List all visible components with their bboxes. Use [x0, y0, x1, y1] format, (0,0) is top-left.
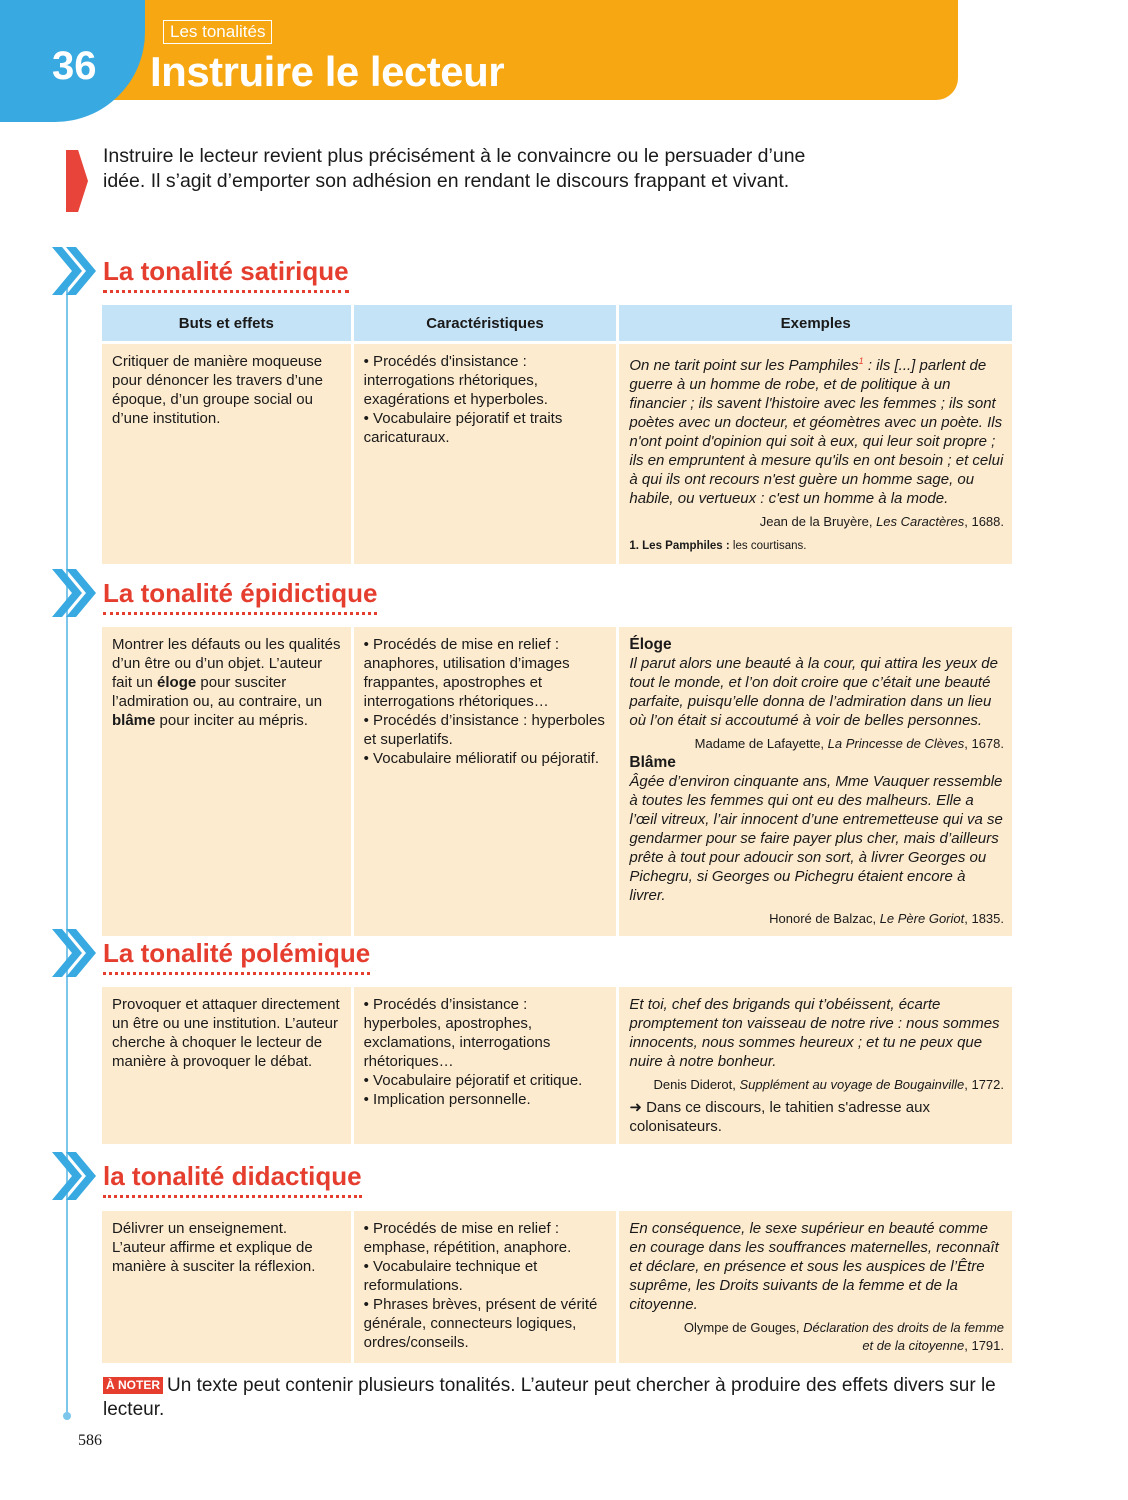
table-didactique	[99, 1211, 1015, 1363]
a-noter-text: Un texte peut contenir plusieurs tonalités. L’auteur peut chercher à produire des effets divers sur le lecteur.	[103, 1375, 996, 1420]
vertical-rule-end	[63, 1412, 71, 1420]
carac-item: • Phrases brèves, présent de vérité générale, connecteurs logiques, ordres/conseils.	[363, 1296, 598, 1351]
page-title: Instruire le lecteur	[150, 48, 505, 95]
table-polemique	[99, 987, 1015, 1144]
example-source: Olympe de Gouges, Déclaration des droits de la femme et de la citoyenne, 1791.	[683, 1320, 1004, 1353]
header-exemples: Exemples	[619, 305, 1012, 341]
example-quote: On ne tarit point sur les Pamphiles$^1$ : ils [...] parlent de guerre à un homme de robe, et de politique à un financier ; ils savent l'histoire avec les femmes ; ils sont poètes avec un docteur, et géomètres avec un poète. Ils n'ont point d'opinion qui soit à eux, qui leur soit propre ; ils en empruntent à mesure qu'ils en ont besoin ; et celui à qui ils ont recours n'est guère un homme sage, ou habile, ou vertueux : c'est un homme à la mode.	[629, 356, 1004, 507]
carac-item: • Procédés de mise en relief : anaphores, utilisation d’images frappantes, apostrophes et interrogations rhétoriques…	[363, 636, 570, 710]
a-noter-badge: À NOTER	[103, 1377, 163, 1394]
cell-caracteristiques	[354, 627, 617, 936]
section-kicker: Les tonalités	[163, 20, 272, 44]
header-caracteristiques: Caractéristiques	[354, 305, 617, 341]
cell-exemples	[619, 627, 1012, 936]
example-comment: ➜ Dans ce discours, le tahitien s'adresse aux colonisateurs.	[629, 1099, 930, 1135]
carac-item: • Vocabulaire mélioratif ou péjoratif.	[363, 750, 600, 767]
chevron-right-icon	[52, 569, 98, 617]
section-title-polemique: La tonalité polémique	[103, 938, 370, 975]
header-buts: Buts et effets	[102, 305, 351, 341]
example-source: Madame de Lafayette, La Princesse de Clèves, 1678.	[694, 736, 1004, 751]
table-satirique	[99, 305, 1015, 564]
example-quote: Âgée d’environ cinquante ans, Mme Vauquer ressemble à toutes les femmes qui ont eu des malheurs. Elle a l’œil vitreux, l’air innocent d’une entremetteuse qui va se gendarmer pour se faire payer plus cher, mais d’ailleurs prête à tout pour adoucir son sort, à livrer Georges ou Pichegru, si Georges ou Pichegru étaient encore à livrer.	[629, 773, 1003, 904]
carac-item: • Procédés d’insistance : hyperboles, apostrophes, exclamations, interrogations rhétoriques…	[363, 996, 551, 1070]
page-number: 586	[78, 1432, 102, 1449]
cell-caracteristiques	[354, 987, 617, 1144]
intro-marker-icon	[66, 150, 88, 212]
chevron-right-icon	[52, 247, 98, 295]
cell-caracteristiques	[354, 1211, 617, 1363]
chevron-right-icon	[52, 929, 98, 977]
footnote-marker: 1	[858, 356, 864, 366]
carac-item: • Vocabulaire péjoratif et critique.	[363, 1072, 583, 1089]
cell-caracteristiques	[354, 344, 617, 564]
cell-buts: Délivrer un enseignement. L’auteur affirme et explique de manière à susciter la réflexion.	[102, 1211, 351, 1363]
chevron-right-icon	[52, 1152, 98, 1200]
carac-item: • Procédés d'insistance : interrogations rhétoriques, exagérations et hyperboles.	[363, 353, 548, 408]
example-quote: Et toi, chef des brigands qui t’obéissent, écarte promptement ton vaisseau de notre rive : nous sommes innocents, nous sommes heureux ; et tu ne peux que nuire à notre bonheur.	[629, 996, 1000, 1070]
example-source: Jean de la Bruyère, Les Caractères, 1688.	[759, 514, 1004, 529]
vertical-rule	[66, 288, 68, 1416]
chapter-number: 36	[52, 44, 97, 88]
section-title-epidictique: La tonalité épidictique	[103, 578, 377, 615]
table-epidictique	[99, 627, 1015, 936]
carac-item: • Procédés d’insistance : hyperboles et superlatifs.	[363, 712, 605, 748]
cell-buts: Provoquer et attaquer directement un être ou une institution. L’auteur cherche à choquer le lecteur de manière à provoquer le débat.	[102, 987, 351, 1144]
carac-item: • Vocabulaire technique et reformulations.	[363, 1258, 538, 1294]
example-quote: En conséquence, le sexe supérieur en beauté comme en courage dans les souffrances maternelles, reconnaît et déclare, en présence et sous les auspices de l’Être suprême, les Droits suivants de la femme et de la citoyenne.	[629, 1220, 999, 1313]
section-title-satirique: La tonalité satirique	[103, 256, 349, 293]
section-title-didactique: la tonalité didactique	[103, 1161, 362, 1198]
eloge-label: Éloge	[629, 636, 672, 653]
cell-exemples	[619, 344, 1012, 564]
blame-label: Blâme	[629, 754, 676, 771]
example-source: Denis Diderot, Supplément au voyage de Bougainville, 1772.	[653, 1077, 1004, 1092]
carac-item: • Vocabulaire péjoratif et traits caricaturaux.	[363, 410, 563, 446]
a-noter-box	[103, 1374, 1023, 1422]
carac-item: • Procédés de mise en relief : emphase, répétition, anaphore.	[363, 1220, 572, 1256]
intro-text: Instruire le lecteur revient plus précisément à le convaincre ou le persuader d’une idée. Il s’agit d’emporter son adhésion en rendant le discours frappant et vivant.	[103, 145, 806, 192]
example-quote: Il parut alors une beauté à la cour, qui attira les yeux de tout le monde, et l’on doit croire que c’était une beauté parfaite, puisqu’elle donna de l’admiration dans un lieu où l’on était si accoutumé à voir de belles personnes.	[629, 655, 998, 729]
cell-exemples	[619, 1211, 1012, 1363]
example-source: Honoré de Balzac, Le Père Goriot, 1835.	[769, 911, 1004, 926]
cell-buts: Critiquer de manière moqueuse pour dénoncer les travers d’une époque, d’un groupe social ou d’une institution.	[102, 344, 351, 564]
carac-item: • Implication personnelle.	[363, 1091, 531, 1108]
footnote: 1. Les Pamphiles : les courtisans.	[629, 540, 807, 552]
cell-exemples	[619, 987, 1012, 1144]
cell-buts: Montrer les défauts ou les qualités d’un être ou d’un objet. L’auteur fait un éloge pour susciter l’admiration ou, au contraire, un blâme pour inciter au mépris.	[102, 627, 351, 936]
